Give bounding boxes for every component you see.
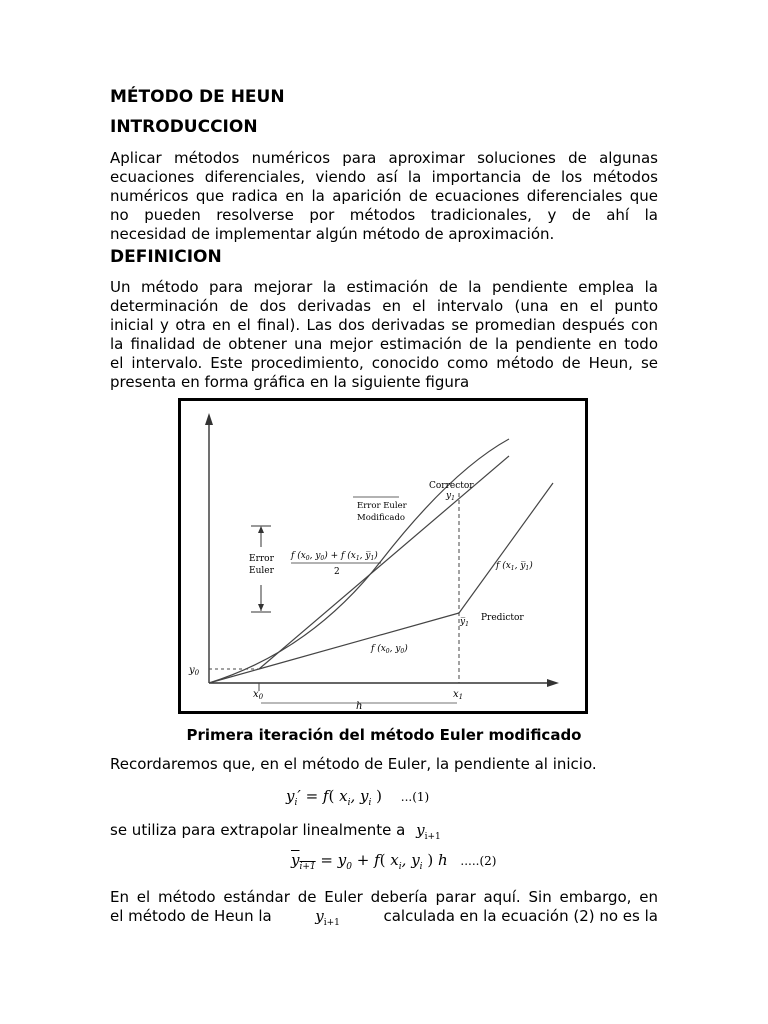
equation-1: $y_i' = f$( $x_i$, $y_i$ ) ...(1) [286,787,430,808]
slope-start-label: f ($x_0$, $y_0$) [371,644,408,655]
closing-line: En el método estándar de Euler debería parar aquí. Sin embargo, en [110,888,658,906]
heading-definicion: DEFINICION [110,247,222,267]
h-label: h [356,701,363,711]
intro-paragraph [110,149,658,244]
arrow-down-icon [258,604,264,611]
error-mod-label: Error Euler [357,501,407,511]
predictor-label: Predictor [481,613,524,623]
heun-diagram [181,401,585,711]
intro-line: ecuaciones diferenciales, viendo así la importancia de los métodos [110,168,658,186]
error-label: Error [249,554,274,564]
text-line: Recordaremos que, en el método de Euler, la pendiente al inicio. [110,755,597,773]
euler-line [209,613,459,683]
heading-introduccion: INTRODUCCION [110,117,258,137]
text-line: se utiliza para extrapolar linealmente a [110,821,406,839]
definition-line: inicial y otra en el final). Las dos derivadas se promedian después con [110,316,658,334]
closing-paragraph [110,888,658,926]
page-title: MÉTODO DE HEUN [110,87,285,107]
y-axis-arrow-icon [205,413,213,425]
definition-line: la finalidad de obtener una mejor estimación de la pendiente en todo [110,335,658,353]
intro-line: necesidad de implementar algún método de aproximación. [110,225,555,243]
definition-line: presenta en forma gráfica en la siguiente figura [110,373,470,391]
extrapolate-text [110,821,658,847]
x-axis-arrow-icon [547,679,559,687]
heun-figure [178,398,588,714]
x1-label: $x_1$ [453,689,464,701]
fraction-denominator: 2 [334,567,340,577]
intro-line: numéricos que radica en la aparición de ecuaciones diferenciales que [110,187,658,205]
closing-text-part: calculada en la ecuación (2) no es la [383,907,658,925]
intro-line: Aplicar métodos numéricos para aproximar soluciones de algunas [110,149,658,167]
equation-2-number: .....(2) [460,854,497,868]
closing-line-2 [110,907,658,926]
intro-line: no pueden resolverse por métodos tradicionales, y de ahí la [110,206,658,224]
y0-label: $y_0$ [189,665,200,677]
inline-yi1: $y_{i+1}$ [416,821,441,842]
average-slope-formula: f ($x_0$, $y_0) + f$ ($x_1$, $y̅_1$) [291,551,378,562]
arrow-up-icon [258,526,264,533]
equation-2: $y_{i+1} = y_0 + f$( $x_i$, $y_i$ ) h .....(2) [291,851,497,872]
error-mod-label: Modificado [357,513,406,523]
definition-line: Un método para mejorar la estimación de la pendiente emplea la [110,278,658,296]
corrector-label: Corrector [429,481,474,491]
inline-yi1: $y_{i+1}$ [315,907,340,928]
equation-1-number: ...(1) [400,790,430,804]
predictor-y1-label: $y̅_1$ [460,617,469,628]
slope-end-label: f ($x_1$, $y̅_1$) [496,561,533,572]
slope-end-line [459,483,553,613]
corrector-y1-label: $y_1$ [446,491,455,502]
x0-label: $x_0$ [253,689,264,701]
error-label: Euler [249,566,274,576]
definition-paragraph [110,278,658,392]
definition-line: determinación de dos derivadas en el intervalo (una en el punto [110,297,658,315]
text-after-figure [110,755,658,774]
figure-caption: Primera iteración del método Euler modificado [186,726,582,744]
closing-text-part: el método de Heun la [110,907,272,925]
definition-line: el intervalo. Este procedimiento, conocido como método de Heun, se [110,354,658,372]
